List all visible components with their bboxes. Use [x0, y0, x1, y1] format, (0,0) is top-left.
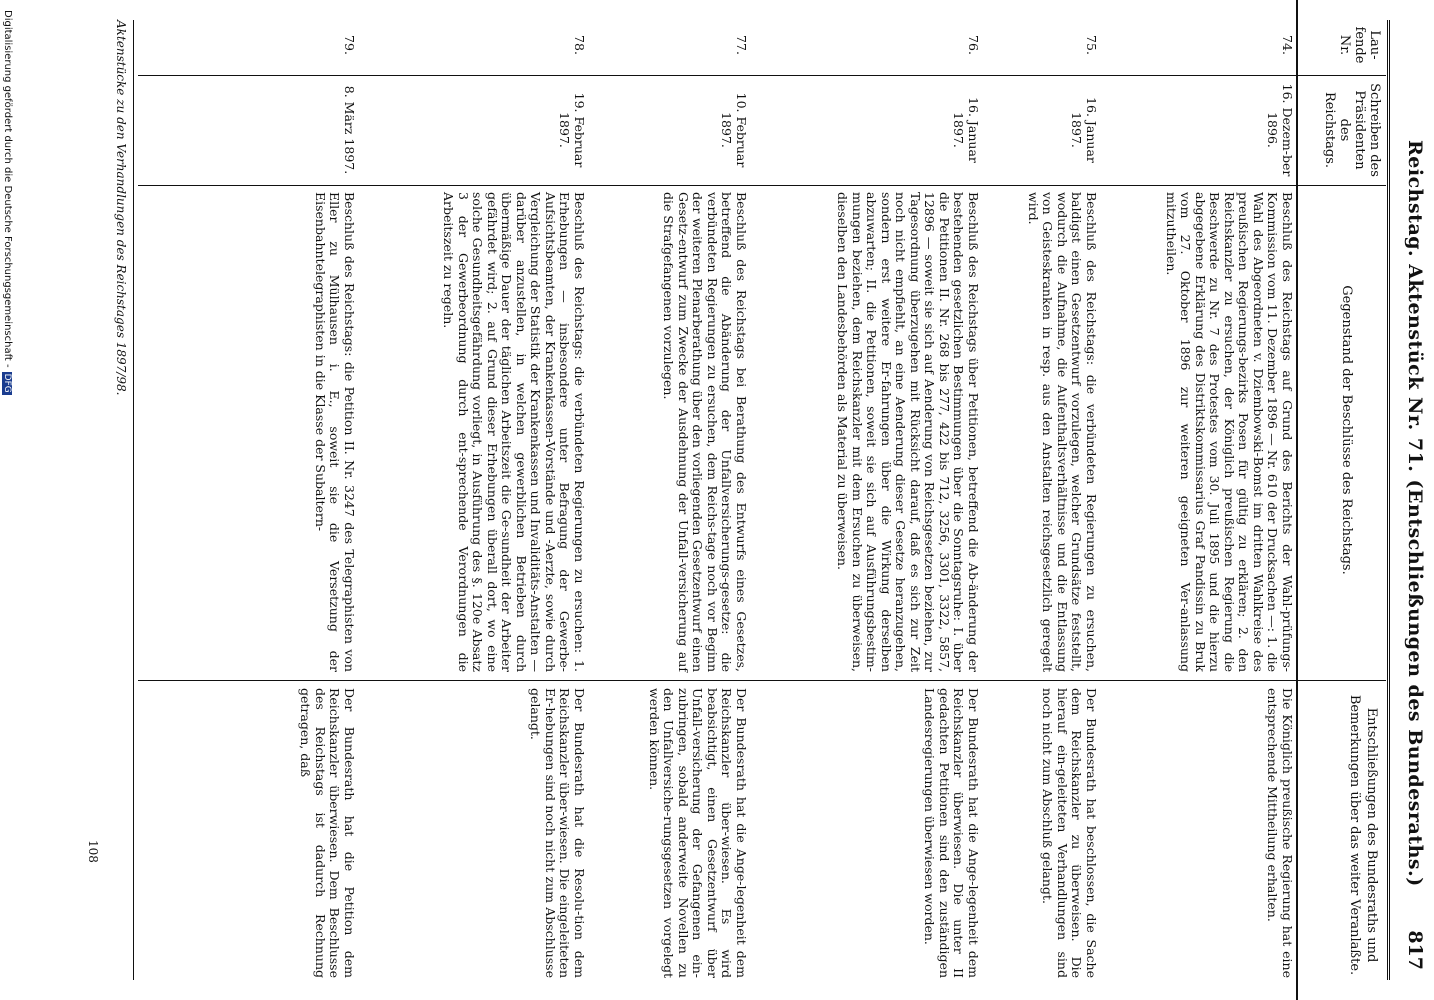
row-decision: Der Bundesrath hat die Ange-legenheit dem Reichskanzler über-wiesen. Es wird beabsichtigt, einen Gesetzentwurf über Unfall-versicherung der Gefangenen ein-zubringen, sobald anderweite Novellen zu den Unfallversiche-rungsgesetzen vorgelegt werden können.: [647, 688, 749, 978]
table-row: [748, 0, 980, 1000]
digitization-credit: [2, 10, 13, 395]
row-subject: Beschluß des Reichstags: die Petition II. Nr. 3247 des Telegraphisten von Eller zu Mülhausen i. E., soweit sie die Versetzung der Eisenbahntelegraphisten in die Klasse der Subaltern-: [313, 192, 357, 672]
table-body: [266, 0, 1294, 1000]
table-row: [356, 0, 586, 1000]
row-number: 78.: [572, 35, 587, 55]
column-header-nr: Lau-fende Nr.: [1337, 26, 1382, 64]
row-number: 75.: [1084, 35, 1099, 55]
table-row: [586, 0, 748, 1000]
row-decision: Der Bundesrath hat die Ange-legenheit dem Reichskanzler überwiesen. Die unter II gedachten Petitionen sind den zuständigen Landesregierungen überwiesen worden.: [922, 688, 981, 978]
page-title: Reichstag. Aktenstück Nr. 71. (Entschließungen des Bundesraths.): [1404, 140, 1426, 887]
row-date: 16. Januar 1897.: [951, 97, 981, 163]
row-number: 79.: [342, 35, 357, 55]
column-header-decisions: Entschließungen des Bundesraths und Bemerkungen über das weiter Veranlaßte.: [1347, 694, 1379, 976]
row-decision: Der Bundesrath hat die Petition dem Reichskanzler überwiesen. Dem Beschlusse des Reichstags ist dadurch Rechnung getragen, daß: [298, 688, 357, 978]
row-subject: Beschluß des Reichstags: die verbündeten Regierungen zu ersuchen, baldigst einen Gesetzentwurf vorzulegen, welcher Grundsätze feststellt, wodurch die Aufnahme, die Aufenthaltsverhältnisse und die Entlassung von Geisteskranken in resp. aus den Anstalten reichsgesetzlich geregelt wird.: [1026, 192, 1099, 672]
row-decision: Der Bundesrath hat beschlossen, die Sache dem Reichskanzler zu überweisen. Die hierauf ein-geleiteten Verhandlungen sind noch nicht zum Abschluß gelangt.: [1040, 688, 1099, 978]
row-decision: Der Bundesrath hat die Resolu-tion dem Reichskanzler über-wiesen. Die eingeleiteten Er-hebungen sind noch nicht zum Abschlusse gelangt.: [528, 688, 587, 978]
dfg-logo: DFG: [2, 373, 12, 393]
row-date: 8. März 1897.: [342, 85, 357, 175]
row-date: 16. Januar 1897.: [1069, 97, 1099, 163]
table-row: [266, 0, 356, 1000]
row-subject: Beschluß des Reichstags: die verbündeten Regierungen zu ersuchen: 1. Erhebungen — insbesondere unter Befragung der Gewerbe-Aufsichtsbeamten, der Krankenkassen-Vorstände und -Aerzte, sowie durch Vergleichung der Statistik der Krankenkassen und Invaliditäts-Anstalten — darüber anzustellen, in welchen gewerblichen Betrieben durch übermäßige Dauer der täglichen Arbeitszeit die Ge-sundheit der Arbeiter gefährdet wird; 2. auf Grund dieser Erhebungen überall dort, wo eine solche Gesundheitsgefährdung vorliegt, in Ausführung des §. 120e Absatz 3 der Gewerbeordnung durch ent-sprechende Verordnungen die Arbeitszeit zu regeln.: [441, 192, 587, 672]
row-number: 76.: [966, 35, 981, 55]
digitization-note: [0, 0, 134, 1000]
row-subject: Beschluß des Reichstags über Petitionen, betreffend die Ab-änderung der bestehenden gesetzlichen Bestimmungen über die Sonntagsruhe: I. über die Petitionen II. Nr. 268 bis 277, 422 bis 712, 3256, 3301, 3322, 5857, 12896 — soweit sie sich auf Aenderung von Reichsgesetzen beziehen, zur Tagesordnung überzugehen mit Rücksicht darauf, daß es sich zur Zeit noch nicht empfiehlt, an eine Aenderung dieser Gesetze heranzugehen, sondern erst weitere Er-fahrungen über die Wirkung derselben abzuwarten; II. die Petitionen, soweit sie sich auf Ausführungsbestim-mungen beziehen, dem Reichskanzler mit dem Ersuchen zu überweisen, dieselben den Landesbehörden als Material zu überweisen.: [835, 192, 981, 672]
row-date: 16. Dezem-ber 1896.: [1265, 83, 1295, 177]
row-date: 10. Februar 1897.: [719, 92, 749, 168]
page-number: 817: [1404, 930, 1426, 970]
row-number: 74.: [1280, 35, 1295, 55]
column-header-subject: Gegenstand der Beschlüsse des Reichstags.: [1339, 285, 1354, 575]
row-date: 19. Februar 1897.: [557, 92, 587, 168]
row-subject: Beschluß des Reichstags auf Grund des Berichts der Wahl-prüfungs-Kommission vom 11. Dezember 1896 — Nr. 610 der Drucksachen —: 1. die Wahl des Abgeordneten v. Dziembowski-Bomst im dritten Wahlkreise des preußischen Regierungs-bezirks Posen für gültig zu erklären; 2. den Reichskanzler zu ersuchen, der Königlich preußischen Regierung die Beschwerde zu Nr. 7 des Protestes vom 30. Juli 1895 und die hierzu abgegebene Erklärung des Distriktskommissarius Graf Pandissin zu Bruk vom 27. Oktober 1896 zur weiteren geeigneten Ver-anlassung mitzutheilen.: [1164, 192, 1295, 672]
table-row: [1098, 0, 1294, 1000]
table-header: [1296, 0, 1386, 1000]
running-head: [1394, 0, 1434, 1000]
row-subject: Beschluß des Reichstags bei Berathung des Entwurfs eines Gesetzes, betreffend die Abänderung der Unfallversicherungs-gesetze: die verbündeten Regierungen zu ersuchen, dem Reichs-tage noch vor Beginn der weiteren Plenarberathung über den vorliegenden Gesetzentwurf einen Gesetz-entwurf zum Zwecke der Ausdehnung der Unfall-versicherung auf die Strafgefangenen vorzulegen.: [661, 192, 749, 672]
row-decision: Die Königlich preußische Regierung hat eine entsprechende Mittheilung erhalten.: [1265, 688, 1295, 978]
digitization-credit-text: Digitalisierung gefördert durch die Deutsche Forschungsgemeinschaft -: [2, 10, 13, 368]
table-row: [980, 0, 1098, 1000]
column-header-date: Schreiben des Präsidenten des Reichstags.: [1322, 83, 1382, 177]
sheet-number: 108: [86, 840, 100, 863]
row-number: 77.: [734, 35, 749, 55]
header-rule: [1387, 20, 1390, 980]
footer-label: Aktenstücke zu den Verhandlungen des Reichstages 1897/98.: [114, 20, 128, 396]
